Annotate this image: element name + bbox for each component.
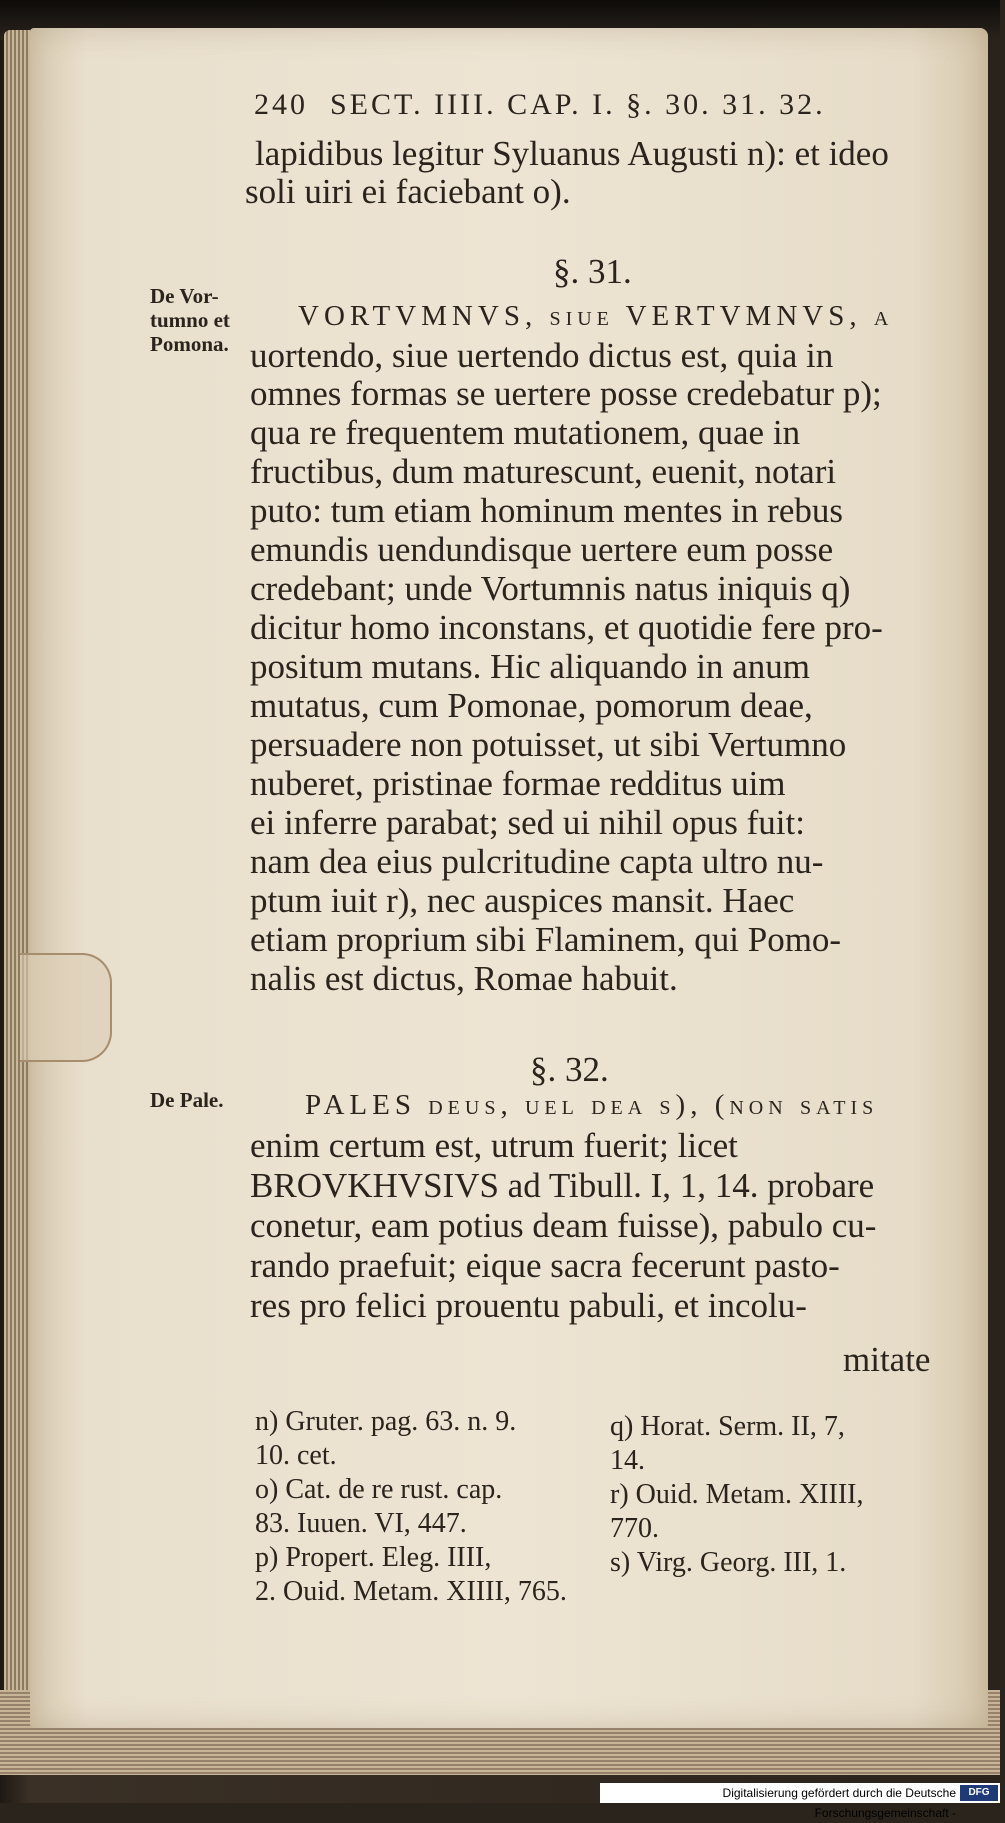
digitization-credit: Digitalisierung gefördert durch die Deutsche Forschungsgemeinschaft -	[600, 1783, 1000, 1803]
body-line: VORTVMNVS, siue VERTVMNVS, a	[298, 300, 894, 332]
body-line: PALES deus, uel dea s), (non satis	[305, 1089, 879, 1121]
body-line: qua re frequentem mutationem, quae in	[250, 413, 801, 452]
section-mark: §. 32.	[530, 1050, 609, 1089]
section-reference: SECT. IIII. CAP. I. §. 30. 31. 32.	[330, 88, 826, 121]
dfg-logo-icon: DFG	[960, 1785, 998, 1801]
footnote-line: o) Cat. de re rust. cap.	[255, 1474, 503, 1505]
footnote-line: n) Gruter. pag. 63. n. 9.	[255, 1406, 517, 1437]
footnote-line: 83. Iuuen. VI, 447.	[255, 1508, 467, 1539]
margin-note-line: Pomona.	[150, 332, 229, 356]
margin-note-vortumnus	[150, 284, 260, 356]
body-line: BROVKHVSIVS ad Tibull. I, 1, 14. probare	[250, 1166, 875, 1205]
body-line: dicitur homo inconstans, et quotidie fere pro-	[250, 608, 883, 647]
body-line: rando praefuit; eique sacra fecerunt pasto-	[250, 1246, 840, 1285]
margin-note-line: De Pale.	[150, 1088, 224, 1112]
bookmark-tab	[20, 953, 112, 1062]
footnote-line: p) Propert. Eleg. IIII,	[255, 1542, 492, 1573]
footnotes-left	[255, 1405, 595, 1609]
footnote-line: q) Horat. Serm. II, 7,	[610, 1411, 845, 1442]
body-line: conetur, eam potius deam fuisse), pabulo cu-	[250, 1206, 877, 1245]
body-line: res pro felici prouentu pabuli, et incolu-	[250, 1286, 807, 1325]
body-line: nuberet, pristinae formae redditus uim	[250, 764, 786, 803]
body-line: persuadere non potuisset, ut sibi Vertumno	[250, 725, 847, 764]
footnote-line: 770.	[610, 1513, 659, 1544]
footnotes-right	[610, 1410, 950, 1580]
body-line: ptum iuit r), nec auspices mansit. Haec	[250, 881, 795, 920]
body-line: enim certum est, utrum fuerit; licet	[250, 1126, 738, 1165]
footnote-line: 2. Ouid. Metam. XIIII, 765.	[255, 1576, 567, 1607]
body-line: emundis uendundisque uertere eum posse	[250, 530, 834, 569]
catchword: mitate	[843, 1340, 931, 1379]
body-line: positum mutans. Hic aliquando in anum	[250, 647, 810, 686]
body-line: etiam proprium sibi Flaminem, qui Pomo-	[250, 920, 842, 959]
body-line: fructibus, dum maturescunt, euenit, notari	[250, 452, 837, 491]
body-line: soli uiri ei faciebant o).	[245, 172, 571, 211]
body-line: credebant; unde Vortumnis natus iniquis q)	[250, 569, 851, 608]
margin-note-pales	[150, 1088, 260, 1112]
body-line: omnes formas se uertere posse credebatur p);	[250, 374, 882, 413]
body-line: uortendo, siue uertendo dictus est, quia in	[250, 336, 834, 375]
body-line: lapidibus legitur Syluanus Augusti n): et ideo	[255, 134, 889, 173]
body-line: mutatus, cum Pomonae, pomorum deae,	[250, 686, 813, 725]
section-mark: §. 31.	[553, 252, 632, 291]
margin-note-line: tumno et	[150, 308, 230, 332]
page-number: 240	[254, 88, 308, 121]
running-header	[254, 88, 934, 122]
footnote-line: r) Ouid. Metam. XIIII,	[610, 1479, 864, 1510]
footnote-line: 10. cet.	[255, 1440, 337, 1471]
margin-note-line: De Vor-	[150, 284, 219, 308]
footnote-line: 14.	[610, 1445, 645, 1476]
body-line: nam dea eius pulcritudine capta ultro nu-	[250, 842, 824, 881]
footnote-line: s) Virg. Georg. III, 1.	[610, 1547, 847, 1578]
body-line: ei inferre parabat; sed ui nihil opus fuit:	[250, 803, 805, 842]
body-line: nalis est dictus, Romae habuit.	[250, 959, 678, 998]
body-line: puto: tum etiam hominum mentes in rebus	[250, 491, 843, 530]
